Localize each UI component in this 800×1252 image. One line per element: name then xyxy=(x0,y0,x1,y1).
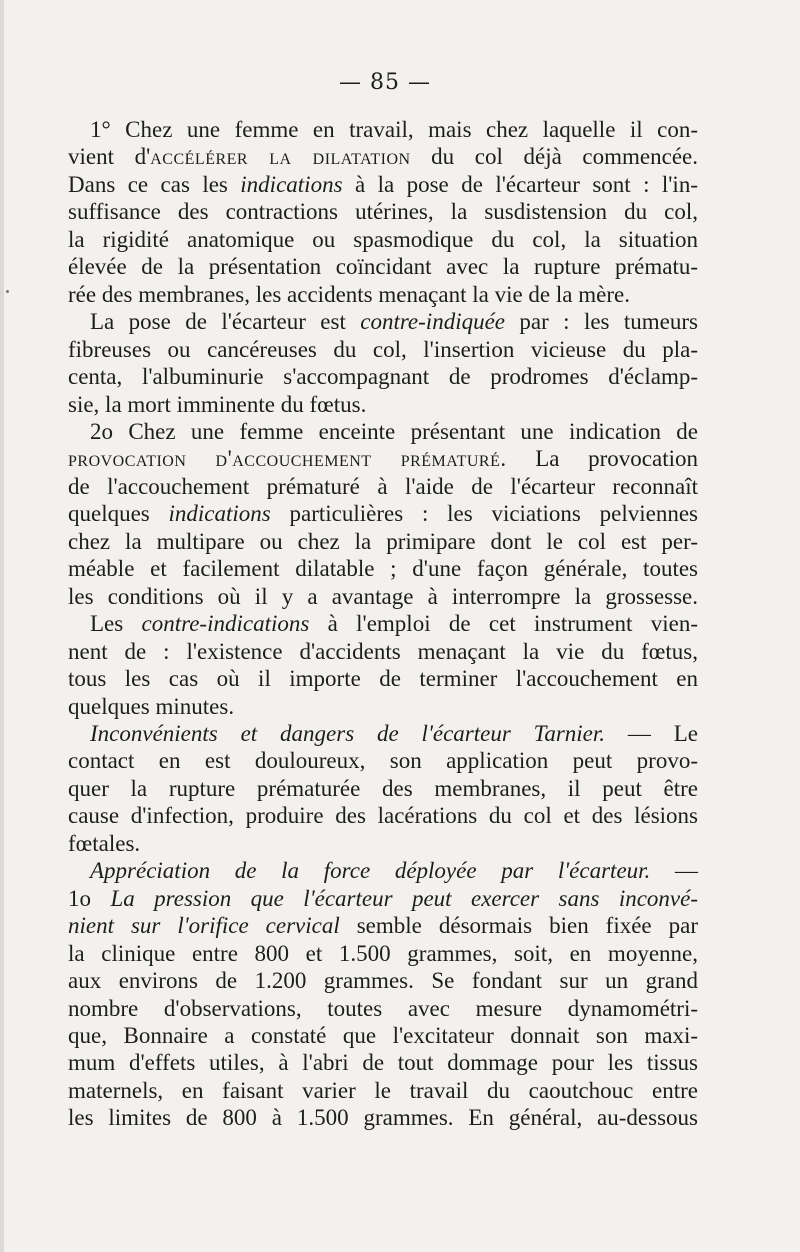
text-line xyxy=(68,747,698,774)
text-run: 1° Chez une femme en travail, mais chez laquelle il con- xyxy=(90,117,698,142)
text-line xyxy=(68,610,698,637)
text-line xyxy=(68,226,698,253)
text-line xyxy=(68,940,698,967)
text-run: du col déjà commencée. xyxy=(410,144,698,170)
text-run: Dans ce cas les xyxy=(68,171,241,197)
text-line xyxy=(68,583,698,610)
body-text xyxy=(68,116,698,1132)
italic-text: contre-indiquée xyxy=(360,309,505,335)
text-line xyxy=(68,912,698,939)
text-line xyxy=(68,665,698,692)
text-line xyxy=(68,171,698,198)
italic-text: indications xyxy=(240,171,343,197)
text-line xyxy=(68,528,698,555)
text-run: Les xyxy=(90,611,142,637)
text-line xyxy=(68,198,698,225)
text-line xyxy=(68,336,698,363)
text-line xyxy=(68,445,698,472)
text-line xyxy=(68,391,698,418)
small-caps-text: provocation d'accouchement prématuré. xyxy=(68,446,507,472)
text-run: tous les cas où il importe de terminer l'accouchement en xyxy=(68,666,698,692)
text-line xyxy=(68,802,698,829)
text-run: de l'accouchement prématuré à l'aide de l'écarteur reconnaît xyxy=(68,473,698,499)
text-run: les conditions où il y a avantage à interrompre la grossesse. xyxy=(68,583,698,609)
text-run: mum d'effets utiles, à l'abri de tout dommage pour les tissus xyxy=(68,1050,698,1076)
text-run: suffisance des contractions utérines, la susdistension du col, xyxy=(68,199,698,225)
text-line xyxy=(68,857,698,884)
text-run: semble désormais bien fixée par xyxy=(339,913,698,939)
text-run: fibreuses ou cancéreuses du col, l'insertion vicieuse du pla- xyxy=(68,336,698,362)
text-run: vient d' xyxy=(68,144,151,170)
text-run: par : les tumeurs xyxy=(505,309,698,335)
page-number: — 85 — xyxy=(339,70,431,95)
text-line xyxy=(68,418,698,445)
text-run: La pose de l'écarteur est xyxy=(90,309,361,335)
text-line xyxy=(68,308,698,335)
text-run: — Le xyxy=(605,720,698,746)
page-edge xyxy=(0,0,4,1252)
text-run: à l'emploi de cet instrument vien- xyxy=(309,611,698,637)
italic-text: Inconvénients et dangers de l'écarteur Tarnier. xyxy=(90,720,606,746)
italic-text: nient sur l'orifice cervical xyxy=(68,913,340,939)
text-line xyxy=(68,885,698,912)
text-run: particulières : les viciations pelviennes xyxy=(270,501,698,527)
text-run: les limites de 800 à 1.500 grammes. En général, au-dessous xyxy=(68,1105,698,1131)
text-line xyxy=(68,253,698,280)
text-line xyxy=(68,473,698,500)
text-run: 1o xyxy=(68,885,111,911)
text-line xyxy=(68,555,698,582)
text-run: contact en est douloureux, son application peut provo- xyxy=(68,748,698,774)
text-run: chez la multipare ou chez la primipare dont le col est per- xyxy=(68,528,698,554)
text-line xyxy=(68,363,698,390)
text-line xyxy=(68,1077,698,1104)
text-run: 2o Chez une femme enceinte présentant une indication de xyxy=(90,418,698,444)
text-run: que, Bonnaire a constaté que l'excitateur donnait son maxi- xyxy=(68,1022,698,1048)
text-line xyxy=(68,995,698,1022)
italic-text: indications xyxy=(168,501,271,527)
italic-text: La pression que l'écarteur peut exercer sans inconvé- xyxy=(110,885,699,911)
text-run: quelques xyxy=(68,501,169,527)
text-line xyxy=(68,1022,698,1049)
text-run: méable et facilement dilatable ; d'une façon générale, toutes xyxy=(68,556,698,582)
italic-text: Appréciation de la force déployée par l'écarteur. xyxy=(90,858,651,884)
text-run: quelques minutes. xyxy=(68,693,235,719)
text-line xyxy=(68,116,698,143)
text-run: la rigidité anatomique ou spasmodique du col, la situation xyxy=(68,226,698,252)
text-run: nombre d'observations, toutes avec mesure dynamométri- xyxy=(68,995,698,1021)
text-run: la clinique entre 800 et 1.500 grammes, soit, en moyenne, xyxy=(68,940,698,966)
text-line xyxy=(68,693,698,720)
italic-text: contre-indications xyxy=(141,611,310,637)
text-run: maternels, en faisant varier le travail du caoutchouc entre xyxy=(68,1077,698,1103)
text-run: — xyxy=(650,858,698,884)
text-line xyxy=(68,1049,698,1076)
text-line xyxy=(68,1104,698,1131)
text-run: centa, l'albuminurie s'accompagnant de prodromes d'éclamp- xyxy=(68,364,698,390)
text-run: La provocation xyxy=(506,446,698,472)
text-line xyxy=(68,500,698,527)
text-line xyxy=(68,830,698,857)
text-run: aux environs de 1.200 grammes. Se fondant sur un grand xyxy=(68,968,698,994)
text-run: sie, la mort imminente du fœtus. xyxy=(68,391,367,417)
text-line xyxy=(68,775,698,802)
text-line xyxy=(68,143,698,170)
text-run: cause d'infection, produire des lacérations du col et des lésions xyxy=(68,803,698,829)
text-run: quer la rupture prématurée des membranes, il peut être xyxy=(68,775,698,801)
text-line xyxy=(68,720,698,747)
text-run: nent de : l'existence d'accidents menaçant la vie du fœtus, xyxy=(68,638,698,664)
text-run: fœtales. xyxy=(68,830,141,856)
ink-speck xyxy=(6,290,9,293)
text-run: élevée de la présentation coïncidant avec la rupture prématu- xyxy=(68,254,698,280)
text-line xyxy=(68,281,698,308)
text-line xyxy=(68,638,698,665)
small-caps-text: accélérer la dilatation xyxy=(150,144,411,170)
text-run: à la pose de l'écarteur sont : l'in- xyxy=(342,171,698,197)
text-run: rée des membranes, les accidents menaçant la vie de la mère. xyxy=(68,281,630,307)
text-line xyxy=(68,967,698,994)
